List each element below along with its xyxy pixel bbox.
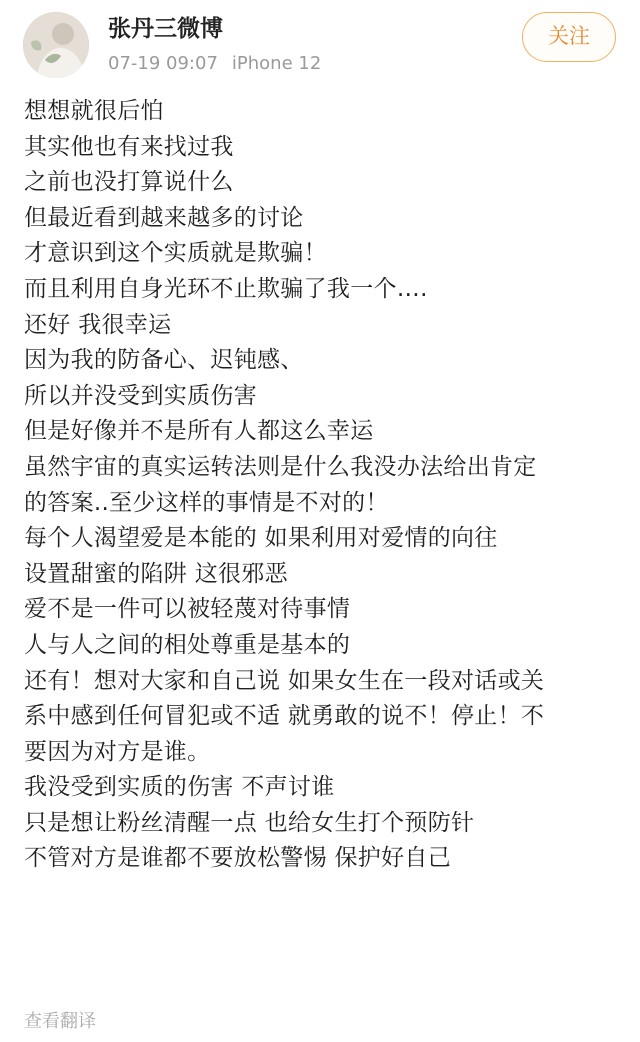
post-line: 其实他也有来找过我 <box>24 133 234 160</box>
post-line: 虽然宇宙的真实运转法则是什么我没办法给出肯定 <box>24 453 537 480</box>
follow-button[interactable]: 关注 <box>522 12 616 62</box>
post-line: 但是好像并不是所有人都这么幸运 <box>24 418 374 445</box>
avatar[interactable] <box>23 12 89 78</box>
post-line: 而且利用自身光环不止欺骗了我一个…. <box>24 275 428 302</box>
post-line: 所以并没受到实质伤害 <box>24 382 257 409</box>
username[interactable]: 张丹三微博 <box>108 16 223 42</box>
post-timestamp: 07-19 09:07 <box>108 53 218 74</box>
post-line: 不管对方是谁都不要放松警惕 保护好自己 <box>24 845 452 872</box>
post-line: 只是想让粉丝清醒一点 也给女生打个预防针 <box>24 809 475 836</box>
post-header <box>0 0 640 92</box>
view-translation-link[interactable]: 查看翻译 <box>24 1011 96 1032</box>
post-line: 系中感到任何冒犯或不适 就勇敢的说不！停止！不 <box>24 703 545 730</box>
post-line: 还好 我很幸运 <box>24 311 172 338</box>
post-line: 要因为对方是谁。 <box>24 738 211 765</box>
post-body <box>24 94 624 877</box>
post-line: 人与人之间的相处尊重是基本的 <box>24 631 351 658</box>
post-line: 才意识到这个实质就是欺骗！ <box>24 240 327 267</box>
post-line: 每个人渴望爱是本能的 如果利用对爱情的向往 <box>24 525 498 552</box>
post-line: 因为我的防备心、迟钝感、 <box>24 347 304 374</box>
post-line: 爱不是一件可以被轻蔑对待事情 <box>24 596 351 623</box>
post-line: 想想就很后怕 <box>24 98 164 124</box>
post-meta <box>108 52 321 76</box>
post-line: 之前也没打算说什么 <box>24 169 234 196</box>
post-line: 还有！想对大家和自己说 如果女生在一段对话或关 <box>24 667 545 694</box>
post-device: iPhone 12 <box>231 53 322 74</box>
post-line: 我没受到实质的伤害 不声讨谁 <box>24 774 335 801</box>
post-line: 但最近看到越来越多的讨论 <box>24 204 304 231</box>
post-line: 的答案..至少这样的事情是不对的！ <box>24 489 389 516</box>
post-line: 设置甜蜜的陷阱 这很邪恶 <box>24 560 288 587</box>
avatar-photo-icon <box>23 12 89 78</box>
